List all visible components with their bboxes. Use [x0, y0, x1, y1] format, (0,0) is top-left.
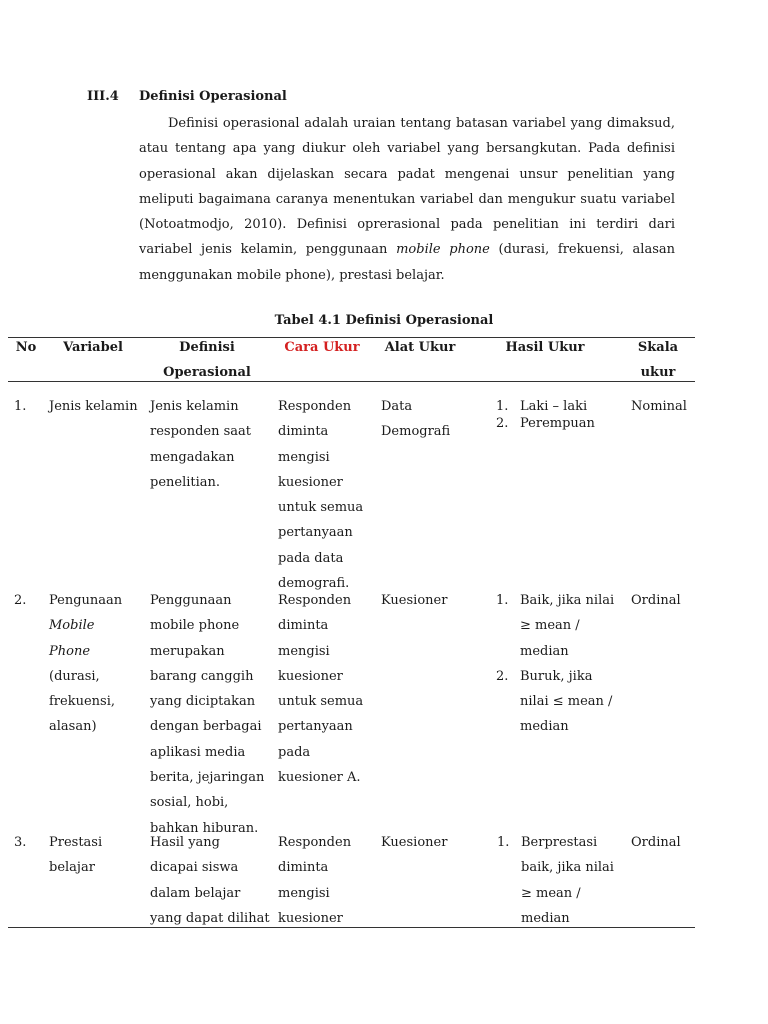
hasil-item-line: nilai ≤ mean /: [520, 694, 613, 710]
row-2-cara-ukur-line: pada: [278, 744, 311, 760]
header-definisi-line-1: Definisi: [179, 340, 235, 355]
header-no: No: [15, 340, 37, 355]
row-2-variabel-line: (durasi,: [49, 668, 100, 684]
row-1-cara-ukur-line: pertanyaan: [278, 525, 353, 541]
row-2-cara-ukur-line: mengisi: [278, 643, 330, 659]
row-3-alat-ukur: [381, 830, 471, 855]
row-1-alat-ukur-line: Data: [381, 399, 413, 414]
row-2-variabel: [49, 588, 145, 740]
row-2-cara-ukur-line: untuk semua: [278, 694, 364, 710]
row-1-cara-ukur-line: Responden: [278, 399, 352, 414]
row-2-variabel-line: frekuensi,: [49, 694, 115, 710]
row-1-variabel-line: Jenis kelamin: [49, 399, 138, 414]
row-3-cara-ukur-line: kuesioner: [278, 910, 343, 926]
intro-paragraph: [139, 111, 675, 288]
section-title: Definisi Operasional: [139, 89, 287, 104]
row-2-definisi-line: yang diciptakan: [150, 694, 256, 710]
table-header-rule: [8, 381, 695, 382]
hasil-item-number: 2.: [496, 416, 509, 431]
hasil-item-number: 1.: [497, 835, 510, 850]
row-2-cara-ukur-line: diminta: [278, 618, 329, 634]
row-2-variabel-line: alasan): [49, 719, 97, 735]
hasil-item: [497, 830, 622, 931]
row-1-no: 1.: [14, 399, 27, 414]
row-2-alat-ukur: [381, 588, 471, 613]
row-2-definisi-line: Penggunaan: [150, 593, 232, 608]
row-1-cara-ukur-line: diminta: [278, 424, 329, 440]
header-alat-ukur: Alat Ukur: [384, 340, 456, 355]
row-2-definisi-line: mobile phone: [150, 618, 240, 634]
header-definisi: [150, 335, 264, 386]
row-3-alat-ukur-line: Kuesioner: [381, 835, 448, 850]
hasil-item: [496, 664, 621, 740]
header-skala-line-1: Skala: [637, 340, 679, 355]
row-2-definisi-line: merupakan: [150, 643, 225, 659]
hasil-item-line: median: [520, 643, 569, 659]
row-2-definisi-line: barang canggih: [150, 668, 254, 684]
row-3-cara-ukur: [278, 830, 373, 931]
row-3-variabel-line: belajar: [49, 860, 95, 876]
hasil-item-line: Perempuan: [520, 416, 595, 431]
row-1-definisi-line: penelitian.: [150, 474, 221, 490]
row-2-cara-ukur-line: pertanyaan: [278, 719, 353, 735]
row-2-definisi-line: bahkan hiburan.: [150, 820, 259, 836]
hasil-item: [496, 398, 621, 415]
row-3-definisi-line: dalam belajar: [150, 885, 241, 901]
header-cara-ukur: Cara Ukur: [284, 340, 360, 355]
row-1-skala: Nominal: [631, 399, 687, 414]
row-2-variabel-line: Mobile: [49, 618, 95, 634]
row-1-hasil-ukur: [496, 398, 621, 432]
row-3-no: 3.: [14, 835, 27, 850]
row-1-cara-ukur-line: mengisi: [278, 449, 330, 465]
row-3-hasil-ukur: [497, 830, 622, 931]
hasil-item: [496, 588, 621, 664]
hasil-item-line: Laki – laki: [520, 399, 588, 414]
paragraph-text-1: Definisi operasional adalah uraian tentang batasan variabel yang dimaksud, atau tentang apa yang diukur oleh variabel yang bersangkutan. Pada definisi operasional akan dijelaskan secara padat mengenai unsur penelitian yang meliputi bagaimana caranya menentukan variabel dan mengukur suatu variabel (Notoatmodjo, 2010). Definisi oprerasional pada penelitian ini terdiri dari variabel jenis kelamin, penggunaan: [139, 116, 675, 258]
header-definisi-line-2: Operasional: [163, 365, 251, 381]
hasil-item: [496, 415, 621, 432]
paragraph-italic: mobile phone: [396, 242, 490, 258]
row-2-variabel-line: Phone: [49, 643, 91, 659]
hasil-item-line: ≥ mean /: [521, 885, 581, 901]
row-2-cara-ukur-line: kuesioner A.: [278, 770, 361, 786]
row-3-definisi-line: yang dapat dilihat: [150, 910, 270, 926]
row-2-cara-ukur: [278, 588, 373, 790]
paragraph-text-2: (durasi, frekuensi, alasan menggunakan mobile phone), prestasi belajar.: [139, 242, 675, 283]
row-2-definisi-line: sosial, hobi,: [150, 795, 229, 811]
row-1-definisi: [150, 394, 270, 495]
row-1-alat-ukur: [381, 394, 471, 445]
row-3-definisi-line: Hasil yang: [150, 835, 220, 850]
row-3-cara-ukur-line: diminta: [278, 860, 329, 876]
row-3-skala: Ordinal: [631, 835, 681, 850]
row-1-cara-ukur-line: pada data: [278, 550, 344, 566]
row-1-variabel: [49, 394, 145, 419]
hasil-item-number: 1.: [496, 399, 509, 414]
row-1-cara-ukur: [278, 394, 373, 596]
row-3-definisi-line: dicapai siswa: [150, 860, 239, 876]
header-hasil-ukur: Hasil Ukur: [505, 340, 585, 355]
row-3-cara-ukur-line: Responden: [278, 835, 352, 850]
row-1-definisi-line: Jenis kelamin: [150, 399, 239, 414]
row-1-definisi-line: mengadakan: [150, 449, 235, 465]
row-2-hasil-ukur: [496, 588, 621, 740]
row-2-variabel-line: Pengunaan: [49, 593, 123, 608]
hasil-item-number: 2.: [496, 668, 509, 684]
hasil-item-number: 1.: [496, 593, 509, 608]
hasil-item-line: Buruk, jika: [520, 668, 593, 684]
hasil-item-line: Baik, jika nilai: [520, 593, 615, 608]
hasil-item-line: median: [520, 719, 569, 735]
row-2-alat-ukur-line: Kuesioner: [381, 593, 448, 608]
row-2-definisi-line: aplikasi media: [150, 744, 246, 760]
header-skala: [628, 335, 688, 386]
row-1-definisi-line: responden saat: [150, 424, 252, 440]
row-2-cara-ukur-line: Responden: [278, 593, 352, 608]
row-1-cara-ukur-line: demografi.: [278, 576, 350, 592]
section-number: III.4: [87, 89, 119, 104]
row-3-variabel-line: Prestasi: [49, 835, 103, 850]
row-2-cara-ukur-line: kuesioner: [278, 668, 343, 684]
row-3-definisi: [150, 830, 275, 931]
hasil-item-line: median: [521, 910, 570, 926]
row-1-cara-ukur-line: kuesioner: [278, 474, 343, 490]
row-2-skala: Ordinal: [631, 593, 681, 608]
row-3-cara-ukur-line: mengisi: [278, 885, 330, 901]
row-2-definisi: [150, 588, 275, 841]
row-2-no: 2.: [14, 593, 27, 608]
hasil-item-line: Berprestasi: [521, 835, 598, 850]
hasil-item-line: ≥ mean /: [520, 618, 580, 634]
table-caption: Tabel 4.1 Definisi Operasional: [274, 313, 494, 328]
header-skala-line-2: ukur: [640, 365, 676, 381]
row-2-definisi-line: berita, jejaringan: [150, 770, 265, 786]
row-1-alat-ukur-line: Demografi: [381, 424, 451, 440]
row-2-definisi-line: dengan berbagai: [150, 719, 262, 735]
hasil-item-line: baik, jika nilai: [521, 860, 614, 876]
row-3-variabel: [49, 830, 145, 881]
row-1-cara-ukur-line: untuk semua: [278, 500, 364, 516]
header-variabel: Variabel: [63, 340, 123, 355]
